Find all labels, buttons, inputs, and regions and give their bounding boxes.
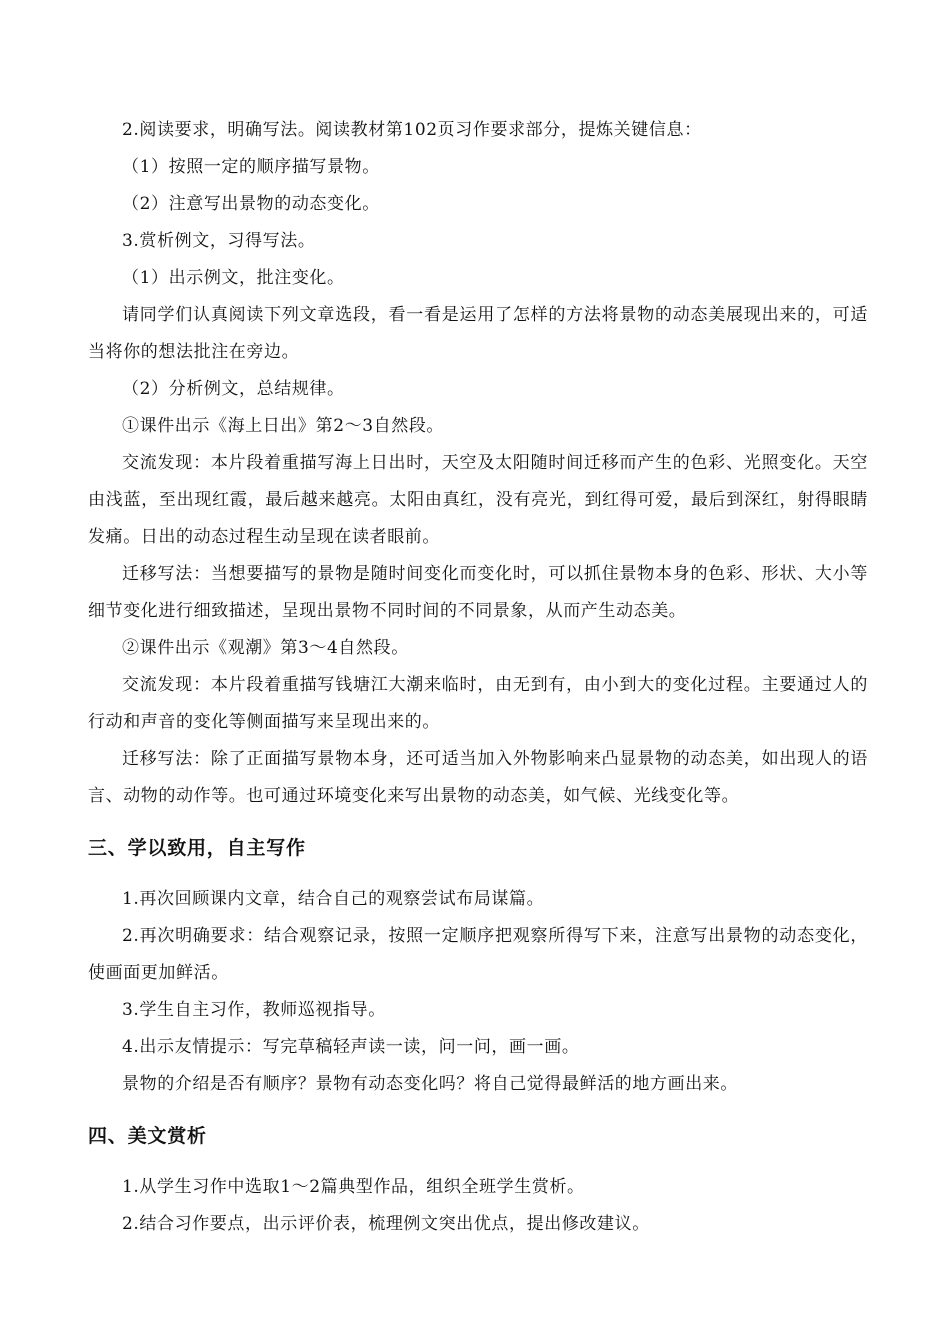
paragraph: ②课件出示《观潮》第3～4自然段。 [122, 638, 409, 658]
paragraph: 请同学们认真阅读下列文章选段，看一看是运用了怎样的方法将景物的动态美展现出来的，可适当将你的想法批注在旁边。 [88, 305, 868, 362]
paragraph: （2）注意写出景物的动态变化。 [122, 194, 380, 214]
paragraph: 1.从学生习作中选取1～2篇典型作品，组织全班学生赏析。 [122, 1177, 585, 1197]
paragraph: 交流发现：本片段着重描写钱塘江大潮来临时，由无到有，由小到大的变化过程。主要通过人的行动和声音的变化等侧面描写来呈现出来的。 [88, 675, 868, 732]
paragraph: 2.再次明确要求：结合观察记录，按照一定顺序把观察所得写下来，注意写出景物的动态变化，使画面更加鲜活。 [88, 926, 868, 983]
paragraph: 交流发现：本片段着重描写海上日出时，天空及太阳随时间迁移而产生的色彩、光照变化。天空由浅蓝，至出现红霞，最后越来越亮。太阳由真红，没有亮光，到红得可爱，最后到深红，射得眼睛发痛。日出的动态过程生动呈现在读者眼前。 [88, 453, 868, 547]
paragraph: （1）出示例文，批注变化。 [122, 268, 345, 288]
paragraph: 1.再次回顾课内文章，结合自己的观察尝试布局谋篇。 [122, 889, 545, 909]
section-heading-3: 三、学以致用，自主写作 [88, 837, 306, 859]
section-heading-4: 四、美文赏析 [88, 1125, 207, 1147]
paragraph: 迁移写法：除了正面描写景物本身，还可适当加入外物影响来凸显景物的动态美，如出现人的语言、动物的动作等。也可通过环境变化来写出景物的动态美，如气候、光线变化等。 [88, 749, 868, 806]
paragraph: 3.赏析例文，习得写法。 [122, 231, 316, 251]
paragraph: 3.学生自主习作，教师巡视指导。 [122, 1000, 386, 1020]
paragraph: 2.阅读要求，明确写法。阅读教材第102页习作要求部分，提炼关键信息： [122, 120, 702, 140]
paragraph: 景物的介绍是否有顺序？景物有动态变化吗？将自己觉得最鲜活的地方画出来。 [122, 1074, 738, 1094]
paragraph: 迁移写法：当想要描写的景物是随时间变化而变化时，可以抓住景物本身的色彩、形状、大小等细节变化进行细致描述，呈现出景物不同时间的不同景象，从而产生动态美。 [88, 564, 868, 621]
paragraph: 2.结合习作要点，出示评价表，梳理例文突出优点，提出修改建议。 [122, 1214, 650, 1234]
paragraph: ①课件出示《海上日出》第2～3自然段。 [122, 416, 445, 436]
document-body [88, 112, 868, 1243]
paragraph: 4.出示友情提示：写完草稿轻声读一读，问一问，画一画。 [122, 1037, 580, 1057]
paragraph: （1）按照一定的顺序描写景物。 [122, 157, 380, 177]
paragraph: （2）分析例文，总结规律。 [122, 379, 345, 399]
